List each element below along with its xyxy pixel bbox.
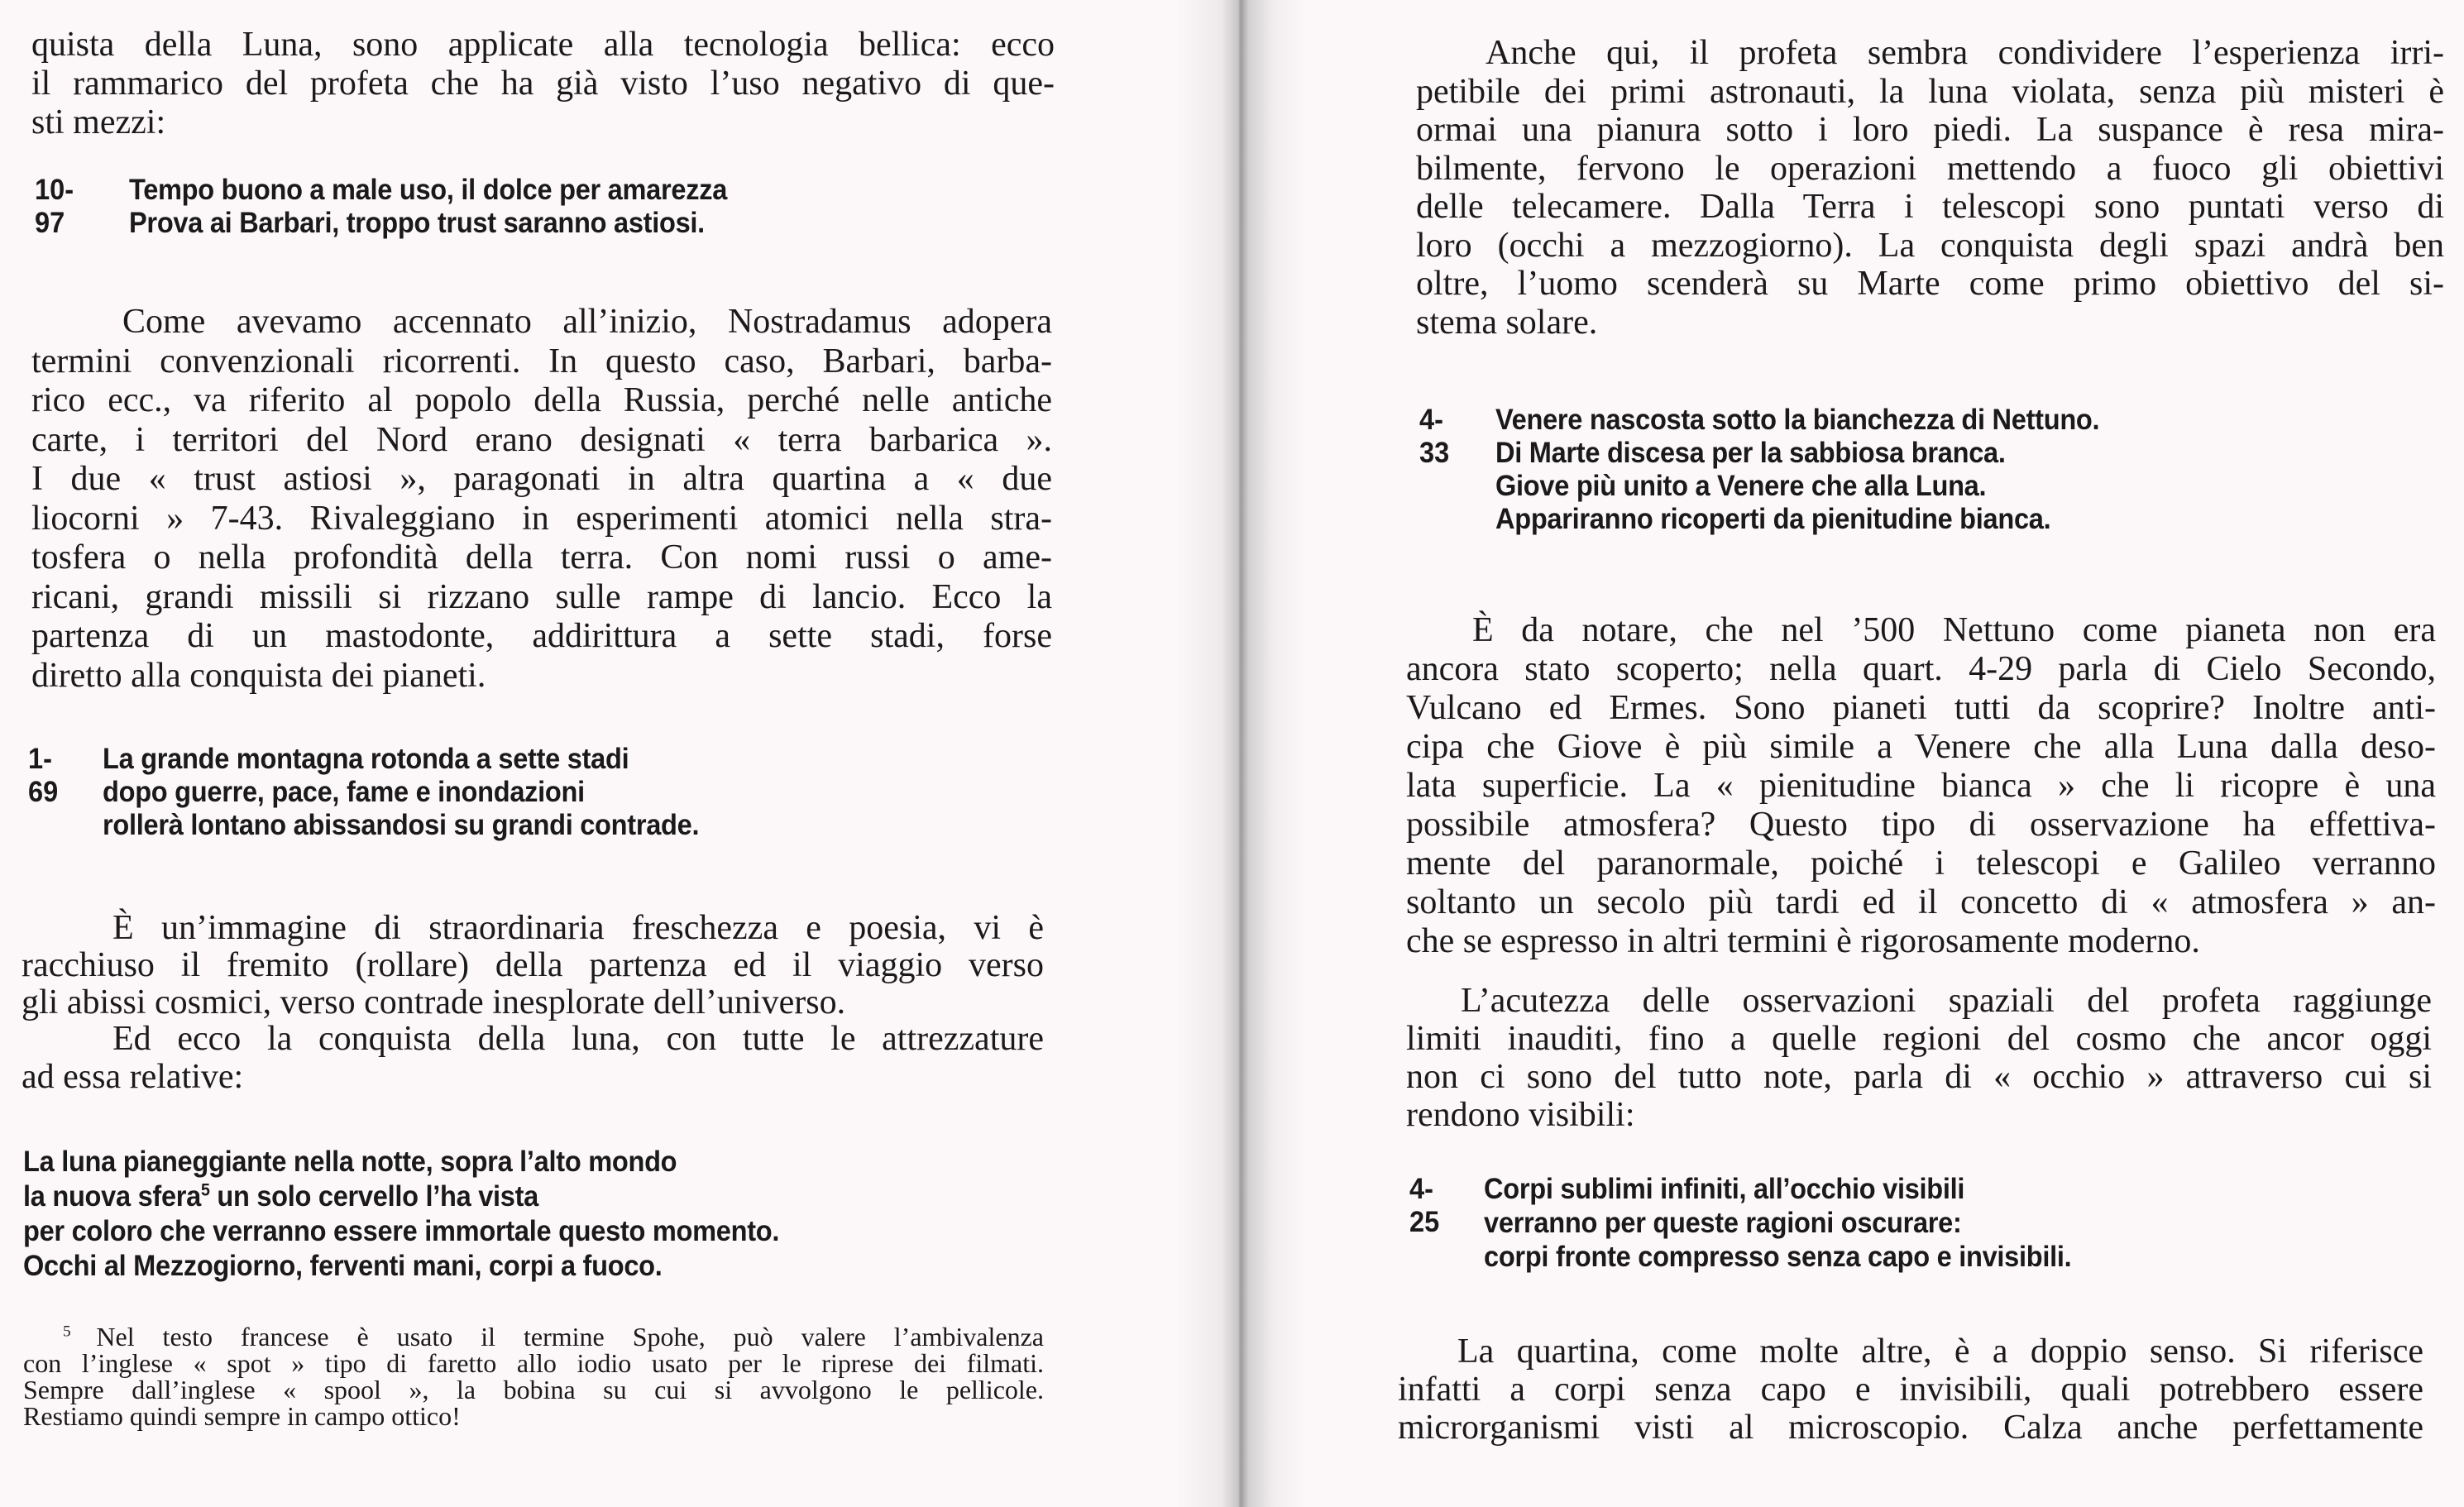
paragraph-line: ad essa relative:: [22, 1058, 244, 1096]
paragraph-line: partenza di un mastodonte, addirittura a sette stadi, forse: [31, 617, 1052, 655]
paragraph-line: Ed ecco la conquista della luna, con tutte le attrezzature: [112, 1020, 1044, 1058]
quatrain-number: 4-25: [1409, 1173, 1440, 1238]
paragraph-line: rendono visibili:: [1406, 1096, 1635, 1134]
verse-line: [23, 1180, 538, 1213]
paragraph-line: possibile atmosfera? Questo tipo di osservazione ha effettiva-: [1406, 806, 2436, 844]
paragraph-line: rico ecc., va riferito al popolo della Russia, perché nelle antiche: [31, 381, 1052, 419]
footnote-line: Restiamo quindi sempre in campo ottico!: [23, 1401, 461, 1431]
footnote-reference[interactable]: 5: [201, 1180, 210, 1200]
paragraph-line: racchiuso il fremito (rollare) della partenza ed il viaggio verso: [22, 946, 1044, 984]
paragraph-line: Vulcano ed Ermes. Sono pianeti tutti da scoprire? Inoltre anti-: [1406, 689, 2436, 727]
paragraph-line: oltre, l’uomo scenderà su Marte come primo obiettivo del si-: [1416, 265, 2444, 303]
paragraph-line: petibile dei primi astronauti, la luna violata, senza più misteri è: [1416, 72, 2444, 111]
verse-line: corpi fronte compresso senza capo e invisibili.: [1484, 1241, 2072, 1273]
verse-line: dopo guerre, pace, fame e inondazioni: [103, 776, 585, 808]
verse-line: Corpi sublimi infiniti, all’occhio visibili: [1484, 1173, 1965, 1205]
quatrain-number: 10-97: [35, 174, 74, 239]
quatrain-number: 4-33: [1419, 404, 1450, 469]
paragraph-line: ancora stato scoperto; nella quart. 4-29 parla di Cielo Secondo,: [1406, 650, 2436, 688]
paragraph-line: infatti a corpi senza capo e invisibili, quali potrebbero essere: [1398, 1371, 2423, 1409]
verse-line: La grande montagna rotonda a sette stadi: [103, 743, 629, 775]
paragraph-line: carte, i territori del Nord erano designati « terra barbarica ».: [31, 420, 1052, 459]
paragraph-line: ricani, grandi missili si rizzano sulle rampe di lancio. Ecco la: [31, 577, 1052, 616]
quatrain-number: 1-69: [28, 743, 59, 808]
verse-line: verranno per queste ragioni oscurare:: [1484, 1207, 1962, 1239]
paragraph-line: diretto alla conquista dei pianeti.: [31, 656, 486, 695]
paragraph-line: tosfera o nella profondità della terra. Con nomi russi o ame-: [31, 538, 1052, 576]
verse-line: Tempo buono a male uso, il dolce per amarezza: [129, 174, 728, 206]
verse-line: Appariranno ricoperti da pienitudine bianca.: [1495, 503, 2051, 535]
footnote-line: Sempre dall’inglese « spool », la bobina su cui si avvolgono le pellicole.: [23, 1375, 1044, 1404]
paragraph-line: limiti inauditi, fino a quelle regioni del cosmo che ancor oggi: [1406, 1020, 2432, 1058]
verse-line: Prova ai Barbari, troppo trust saranno astiosi.: [129, 207, 705, 239]
verse-text: un solo cervello l’ha vista: [209, 1180, 538, 1213]
paragraph-line: lata superficie. La « pienitudine bianca » che li ricopre è una: [1406, 767, 2436, 805]
paragraph-line: gli abissi cosmici, verso contrade inesplorate dell’universo.: [22, 983, 846, 1021]
paragraph-line: stema solare.: [1416, 303, 1598, 342]
footnote-line: $^5$ Nel testo francese è usato il termine Spohe, può valere l’ambivalenza: [63, 1322, 1045, 1352]
verse-text: la nuova sfera: [23, 1180, 202, 1213]
book-gutter: [1175, 0, 1307, 1507]
paragraph-line: Come avevamo accennato all’inizio, Nostradamus adopera: [122, 303, 1052, 341]
paragraph-line: ormai una pianura sotto i loro piedi. La suspance è resa mira-: [1416, 111, 2444, 149]
paragraph-line: L’acutezza delle osservazioni spaziali del profeta raggiunge: [1461, 982, 2432, 1020]
verse-line: per coloro che verranno essere immortale questo momento.: [23, 1215, 780, 1247]
paragraph-line: soltanto un secolo più tardi ed il concetto di « atmosfera » an-: [1406, 883, 2436, 921]
paragraph-line: È da notare, che nel ’500 Nettuno come pianeta non era: [1472, 611, 2436, 649]
paragraph-line: È un’immagine di straordinaria freschezza e poesia, vi è: [112, 909, 1044, 947]
paragraph-line: cipa che Giove è più simile a Venere che alla Luna dalla deso-: [1406, 728, 2436, 766]
paragraph-line: non ci sono del tutto note, parla di « occhio » attraverso cui si: [1406, 1058, 2432, 1096]
paragraph-line: il rammarico del profeta che ha già visto l’uso negativo di que-: [31, 65, 1055, 103]
paragraph-line: La quartina, come molte altre, è a doppio senso. Si riferisce: [1457, 1332, 2423, 1371]
paragraph-line: che se espresso in altri termini è rigorosamente moderno.: [1406, 922, 2200, 960]
paragraph-line: termini convenzionali ricorrenti. In questo caso, Barbari, barba-: [31, 342, 1052, 380]
verse-line: Occhi al Mezzogiorno, ferventi mani, corpi a fuoco.: [23, 1250, 663, 1282]
paragraph-line: liocorni » 7-43. Rivaleggiano in esperimenti atomici nella stra-: [31, 499, 1052, 538]
verse-line: Venere nascosta sotto la bianchezza di Nettuno.: [1495, 404, 2100, 436]
paragraph-line: delle telecamere. Dalla Terra i telescopi sono puntati verso di: [1416, 188, 2444, 226]
paragraph-line: quista della Luna, sono applicate alla tecnologia bellica: ecco: [31, 26, 1055, 64]
verse-line: Di Marte discesa per la sabbiosa branca.: [1495, 437, 2006, 469]
paragraph-line: bilmente, fervono le operazioni mettendo a fuoco gli obiettivi: [1416, 149, 2444, 188]
verse-line: Giove più unito a Venere che alla Luna.: [1495, 470, 1987, 502]
footnote-line: con l’inglese « spot » tipo di faretto allo iodio usato per le riprese dei filmati.: [23, 1348, 1044, 1378]
paragraph-line: I due « trust astiosi », paragonati in altra quartina a « due: [31, 460, 1052, 498]
footnote-marker: 5: [63, 1323, 97, 1341]
paragraph-line: sti mezzi:: [31, 103, 166, 141]
paragraph-line: microrganismi visti al microscopio. Calza anche perfettamente: [1398, 1409, 2423, 1447]
paragraph-line: Anche qui, il profeta sembra condividere l’esperienza irri-: [1486, 34, 2444, 72]
paragraph-line: loro (occhi a mezzogiorno). La conquista degli spazi andrà ben: [1416, 226, 2444, 265]
verse-line: La luna pianeggiante nella notte, sopra l’alto mondo: [23, 1146, 677, 1178]
verse-line: rollerà lontano abissandosi su grandi contrade.: [103, 809, 700, 841]
paragraph-line: mente del paranormale, poiché i telescopi e Galileo verranno: [1406, 844, 2436, 883]
